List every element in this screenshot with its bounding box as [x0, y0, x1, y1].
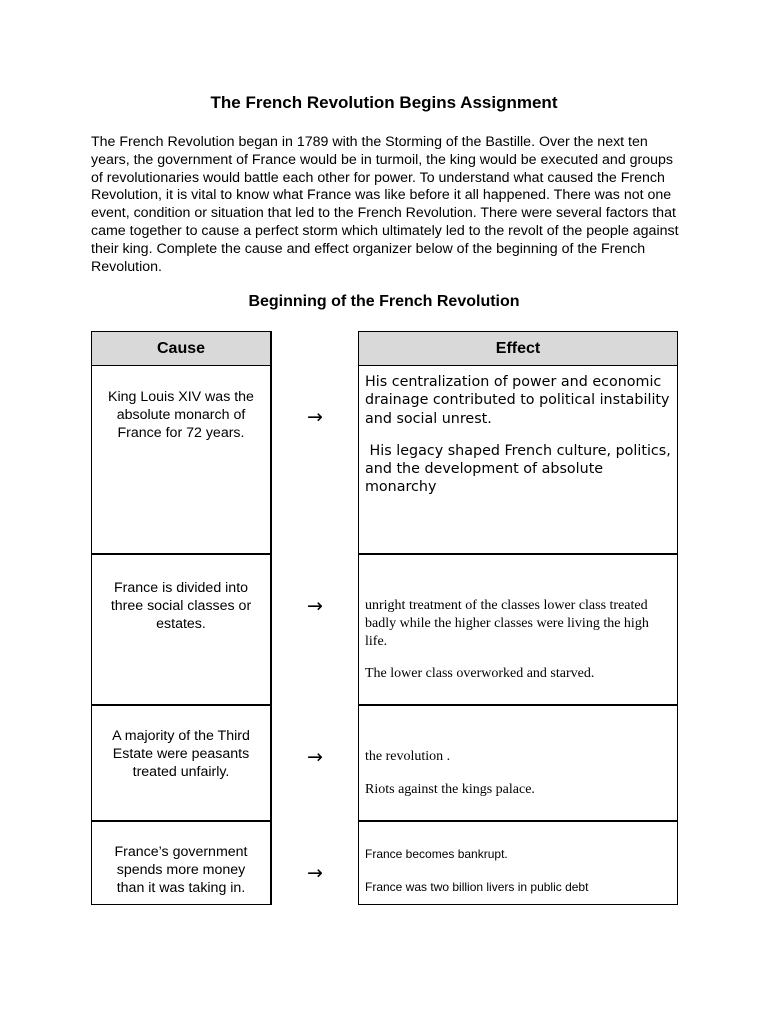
cause-text-1: King Louis XIV was the absolute monarch of France for 72 years. [108, 389, 254, 441]
cause-text-2: France is divided into three social classes or estates. [110, 580, 252, 632]
effect-text-4b: France was two billion livers in public debt [365, 880, 589, 894]
effect-header: Effect [359, 332, 677, 366]
arrow-4: → [307, 862, 323, 884]
effect-text-1b: His legacy shaped French culture, politics, and the development of absolute monarchy [365, 442, 676, 496]
cause-cell-3 [92, 704, 270, 821]
intro-paragraph: The French Revolution began in 1789 with the Storming of the Bastille. Over the next ten years, the government of France would be in turmoil, the king would be executed and groups of revolutionaries would battle each other for power. To understand what caused the French Revolution, it is vital to know what France was like before it all happened. There was not one event, condition or situation that led to the French Revolution. There were several factors that came together to cause a perfect storm which ultimately led to the revolt of the people against their king. Complete the cause and effect organizer below of the beginning of the French Revolution. [91, 134, 679, 275]
cause-cell-1 [92, 366, 270, 554]
arrow-3: → [307, 746, 323, 768]
cause-cell-4 [92, 820, 270, 904]
effect-text-2b: The lower class overworked and starved. [365, 666, 595, 681]
cause-header: Cause [92, 332, 270, 366]
organizer-title: Beginning of the French Revolution [248, 293, 520, 310]
cause-column [91, 331, 272, 905]
document-title: The French Revolution Begins Assignment [210, 93, 558, 112]
arrow-1: → [307, 406, 323, 428]
effect-text-3b: Riots against the kings palace. [365, 782, 535, 797]
effect-text-2a: unright treatment of the classes lower class treated badly while the higher classes were living the high life. [365, 598, 649, 649]
arrow-2: → [307, 595, 323, 617]
cause-cell-2 [92, 553, 270, 705]
cause-text-3: A majority of the Third Estate were peasants treated unfairly. [112, 728, 250, 780]
effect-text-4a: France becomes bankrupt. [365, 847, 508, 861]
effect-cell-2 [359, 553, 677, 705]
effect-cell-1 [359, 366, 677, 554]
effect-cell-3 [359, 704, 677, 821]
effect-cell-4 [359, 820, 677, 904]
cause-text-4: France’s government spends more money than it was taking in. [114, 844, 248, 896]
effect-text-3a: the revolution . [365, 749, 451, 764]
effect-text-1a: His centralization of power and economic drainage contributed to political instability and social unrest. [365, 374, 670, 427]
effect-column [358, 331, 678, 905]
